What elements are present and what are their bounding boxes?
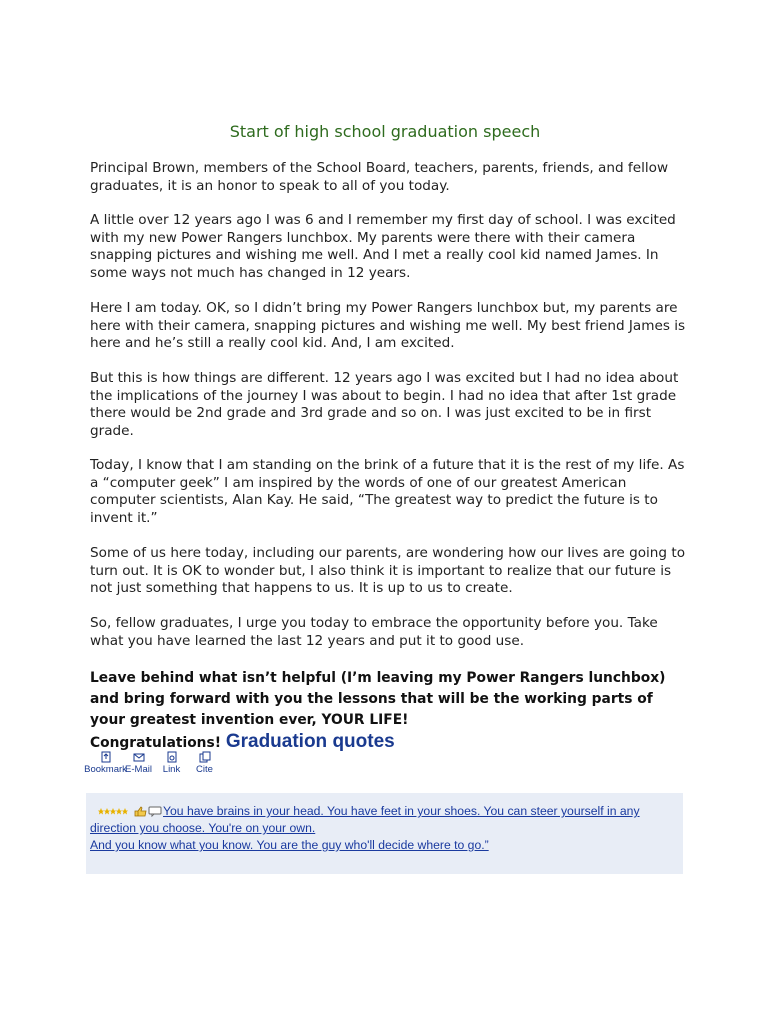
paragraph-5: Today, I know that I am standing on the brink of a future that it is the rest of my life. As a “computer geek” I am inspired by the words of one of our greatest American computer scientists, Alan Kay. He said, “The greatest way to predict the future is to invent it.” (90, 457, 685, 526)
cite-label: Cite (196, 764, 213, 775)
cite-button[interactable] (189, 751, 220, 779)
quote-link-line-2[interactable]: And you know what you know. You are the guy who'll decide where to go.” (90, 838, 489, 852)
closing-statement (90, 668, 690, 754)
paragraph-3: Here I am today. OK, so I didn’t bring my Power Rangers lunchbox but, my parents are here with their camera, snapping pictures and wishing me well. My best friend James is here and he’s still a really cool kid. And, I am excited. (90, 300, 686, 352)
thumbs-up-icon[interactable] (134, 806, 147, 817)
email-button[interactable] (123, 751, 154, 779)
comment-icon[interactable] (148, 806, 162, 817)
graduation-quotes-link[interactable]: Graduation quotes (225, 731, 395, 752)
closing-text: Leave behind what isn’t helpful (I’m leaving my Power Rangers lunchbox) and bring forward with you the lessons that will be the working parts of your greatest invention ever, YOUR LIFE! (90, 670, 666, 728)
quote-box (86, 793, 683, 874)
paragraph-1: Principal Brown, members of the School Board, teachers, parents, friends, and fellow graduates, it is an honor to speak to all of you today. (90, 160, 669, 194)
cite-icon (199, 751, 211, 763)
paragraph-2: A little over 12 years ago I was 6 and I remember my first day of school. I was excited with my new Power Rangers lunchbox. My parents were there with their camera snapping pictures and wishing me well. And I met a really cool kid named James. In some ways not much has changed in 12 years. (90, 212, 676, 281)
rating-stars-icon (98, 808, 128, 815)
quote-link-line-1[interactable]: You have brains in your head. You have feet in your shoes. You can steer yourself in any direction you choose. You're on your own. (90, 804, 640, 835)
link-icon (166, 751, 178, 763)
email-icon (133, 751, 145, 763)
action-bar (84, 751, 220, 779)
bookmark-icon (100, 751, 112, 763)
paragraph-7: So, fellow graduates, I urge you today to embrace the opportunity before you. Take what you have learned the last 12 years and put it to good use. (90, 615, 658, 649)
document-title: Start of high school graduation speech (229, 122, 541, 141)
bookmark-label: Bookmark (84, 764, 127, 775)
congratulations-text: Congratulations! (90, 735, 222, 751)
link-button[interactable] (156, 751, 187, 779)
paragraph-6: Some of us here today, including our parents, are wondering how our lives are going to turn out. It is OK to wonder but, I also think it is important to realize that our future is not just something that happens to us. It is up to us to create. (90, 545, 686, 597)
paragraph-4: But this is how things are different. 12 years ago I was excited but I had no idea about the implications of the journey I was about to begin. I had no idea that after 1st grade there would be 2nd grade and 3rd grade and so on. I was just excited to be in first grade. (90, 370, 679, 439)
link-label: Link (162, 764, 181, 775)
email-label: E-Mail (125, 764, 152, 775)
bookmark-button[interactable] (84, 751, 127, 779)
quote-text (90, 803, 682, 854)
